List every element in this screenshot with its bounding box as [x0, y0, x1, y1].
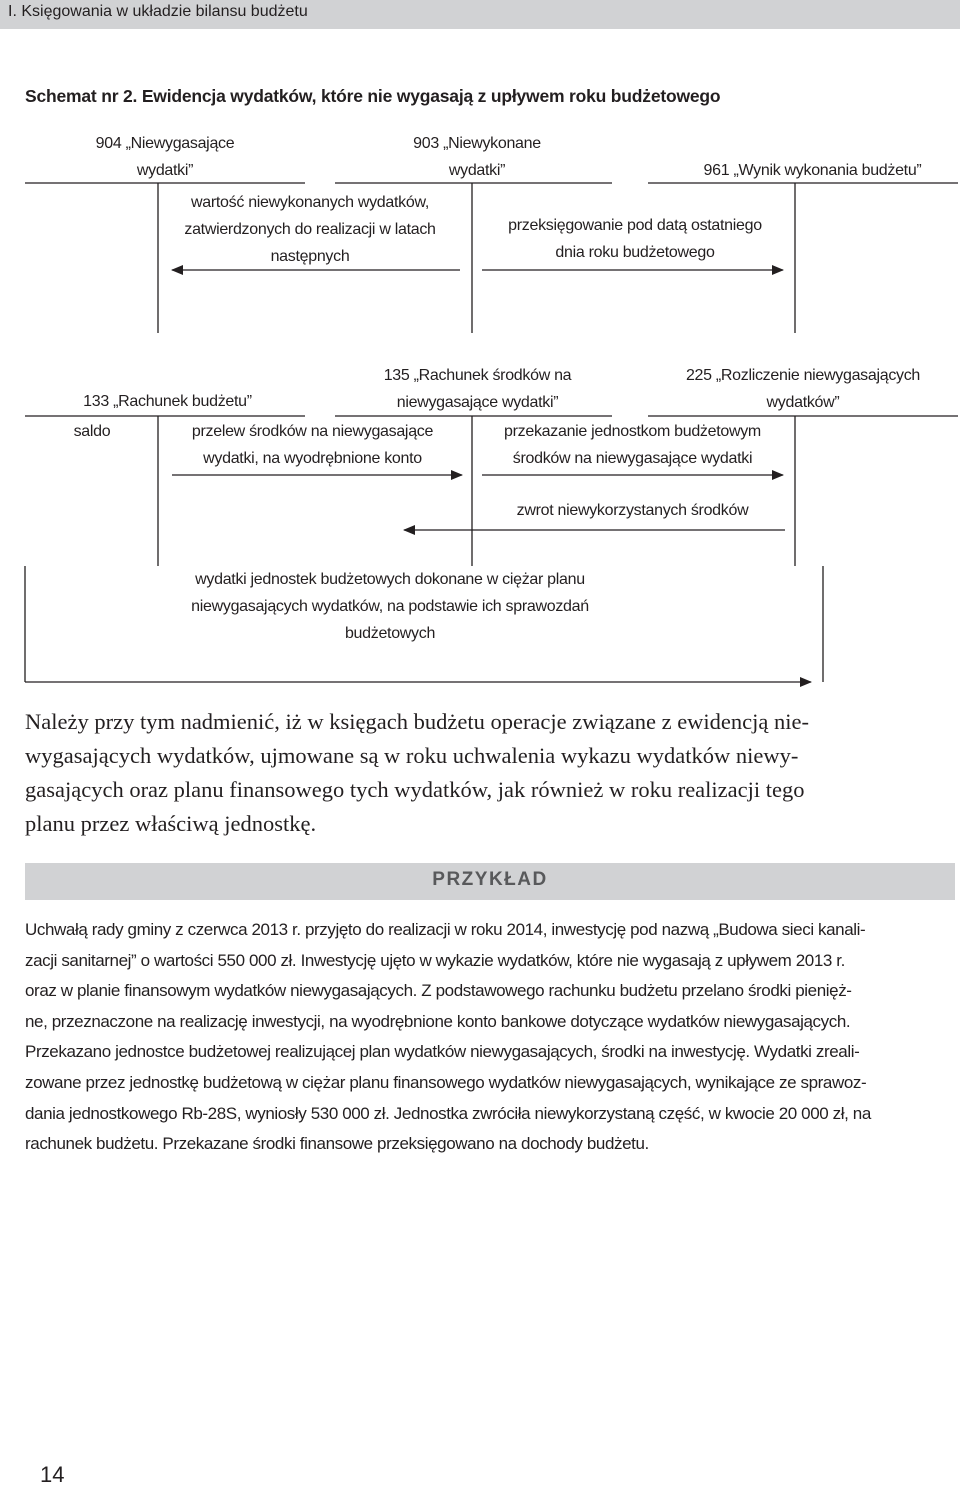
operation-4-label: przekazanie jednostkom budżetowym środków na niewygasające wydatki [504, 423, 761, 467]
example-line: zacji sanitarnej” o wartości 550 000 zł. Inwestycję ujęto w wykazie wydatków, które nie wygasają z upływem 2013 r. [25, 950, 845, 970]
account-904-label: 904 „Niewygasające wydatki” [95, 135, 235, 179]
example-header-bar [25, 863, 955, 900]
example-line: Uchwałą rady gminy z czerwca 2013 r. przyjęto do realizacji w roku 2014, inwestycję pod nazwą „Budowa sieci kanali- [25, 920, 866, 939]
example-label: PRZYKŁAD [432, 869, 548, 890]
example-line: oraz w planie finansowym wydatków niewygasających. Z podstawowego rachunku budżetu przelano środki pienięż- [25, 981, 852, 1001]
example-line: dania jednostkowego Rb-28S, wyniosły 530 000 zł. Jednostka zwróciła niewykorzystaną część, w kwocie 20 000 zł, na [25, 1103, 871, 1123]
operation-6-label: wydatki jednostek budżetowych dokonane w ciężar planu niewygasających wydatków, na podstawie ich sprawozdań budżetowych [191, 571, 589, 642]
section-header-title: I. Księgowania w układzie bilansu budżetu [8, 3, 308, 20]
example-text [25, 915, 960, 1160]
paragraph-line: planu przez właściwą jednostkę. [25, 811, 317, 836]
page-number: 14 [40, 1462, 65, 1487]
example-line: ne, przeznaczone na realizację inwestycji, na wyodrębnione konto bankowe dotyczące wydatków niewygasających. [25, 1011, 851, 1031]
example-line: rachunek budżetu. Przekazane środki finansowe przeksięgowano na dochody budżetu. [25, 1134, 649, 1154]
body-paragraph [25, 705, 960, 841]
example-line: Przekazano jednostce budżetowej realizującej plan wydatków niewygasających, środki na inwestycję. Wydatki zreali- [25, 1042, 860, 1062]
operation-2-label: przeksięgowanie pod datą ostatniego dnia roku budżetowego [508, 217, 762, 261]
account-961-label: 961 „Wynik wykonania budżetu” [703, 162, 922, 179]
paragraph-line: wygasających wydatków, ujmowane są w roku uchwalenia wykazu wydatków niewy- [25, 743, 799, 768]
account-225-label: 225 „Rozliczenie niewygasających wydatków” [685, 367, 921, 411]
operation-1-label: wartość niewykonanych wydatków, zatwierdzonych do realizacji w latach następnych [184, 194, 436, 265]
account-903-label: 903 „Niewykonane wydatki” [413, 135, 541, 179]
operation-3-label: przelew środków na niewygasające wydatki, na wyodrębnione konto [191, 423, 434, 467]
paragraph-line: Należy przy tym nadmienić, iż w księgach budżetu operacje związane z ewidencją nie- [25, 709, 809, 734]
paragraph-line: gasających oraz planu finansowego tych wydatków, jak również w roku realizacji tego [25, 777, 805, 802]
account-133-label: 133 „Rachunek budżetu” [83, 393, 252, 410]
operation-5-label: zwrot niewykorzystanych środków [516, 502, 749, 519]
schema-title: Schemat nr 2. Ewidencja wydatków, które nie wygasają z upływem roku budżetowego [25, 86, 721, 106]
example-line: zowane przez jednostkę budżetową w ciężar planu finansowego wydatków niewygasających, wynikające ze sprawoz- [25, 1072, 867, 1092]
account-135-label: 135 „Rachunek środków na niewygasające wydatki” [383, 367, 572, 411]
saldo-label: saldo [73, 423, 111, 440]
